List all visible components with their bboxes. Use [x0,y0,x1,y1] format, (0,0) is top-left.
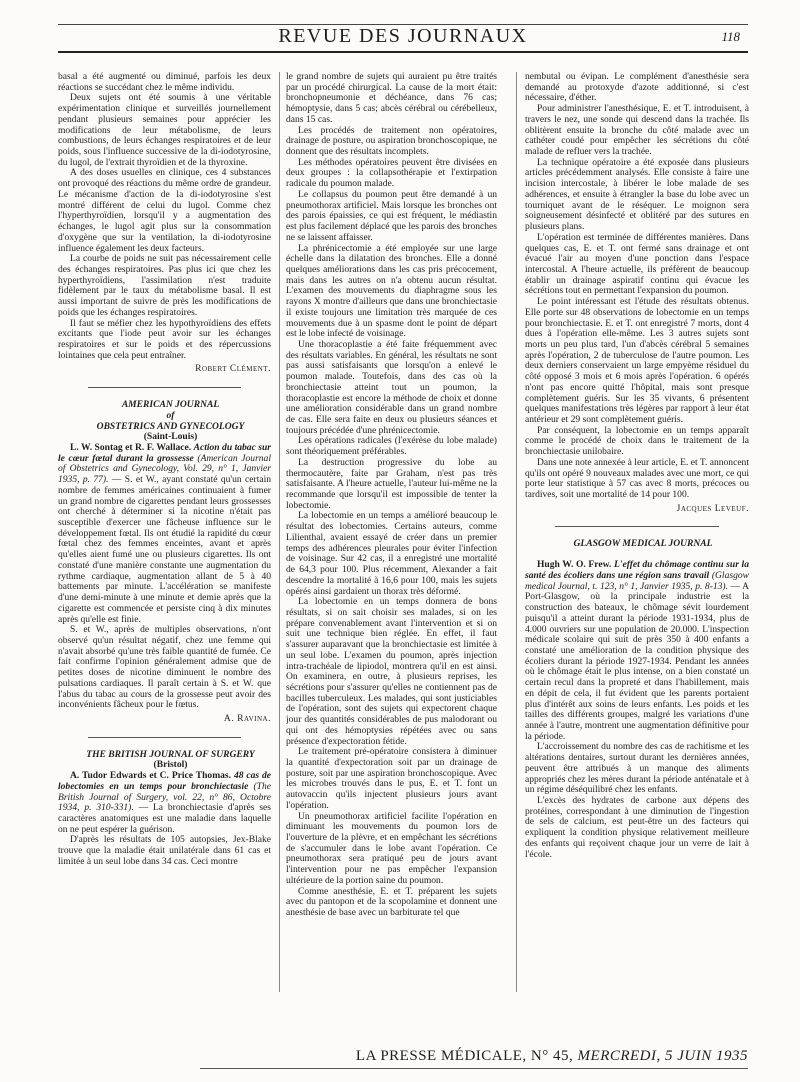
header-bottom-rule [58,51,748,53]
paragraph: Comme anesthésie, E. et T. préparent les sujets avec du pantopon et de la scopolamine et donnent une anesthésie de base avec un barbiturate tel que [286,885,497,919]
author-signature: Robert Clément. [195,363,271,375]
footer-rule [200,1068,748,1069]
page-footer [200,1048,748,1065]
author-signature: A. Ravina. [223,712,271,724]
article-title: Action du tabac sur le cœur fœtal durant la grossesse [58,442,271,464]
article-authors: A. Tudor Edwards et C. Price Thomas. [70,770,232,782]
section-title: AMERICAN JOURNAL [121,399,220,411]
article-reference: (American Journal of Obstetrics and Gynecology, Vol. 29, n° 1, Janvier 1935, p. 77). [58,452,271,486]
article-text: — S. et W., ayant constaté qu'un certain nombre de femmes américaines continuaient à fumer un grand nombre de cigarettes pendant leurs grossesses ont cherché à déterminer si la nicotine n'était pas susceptible d'exercer une fâcheuse influence sur le développement fœtal. Ils ont étudié la rapidité du cœur fœtal chez des femmes enceintes, avant et après qu'elles aient fumé une ou plusieurs cigarettes. Ils ont constaté d'une manière constante une augmentation du rythme cardiaque, augmentation allant de 5 à 40 battements par minute. L'accélération se manifeste d'une demi-minute à une minute et demie après que la cigarette est commencée et persiste cinq à dix minutes après qu'elle est finie. [58,474,271,625]
author-signature: Jacques Leveuf. [676,502,749,514]
left-column [58,72,271,1002]
paragraph: D'après les résultats de 105 autopsies, Jex-Blake trouve que la maladie était unilatérale dans 61 cas et limitée à un seul lobe dans 34 cas. Ceci montre [58,834,271,867]
article-text: — A Port-Glasgow, où la principale industrie est la construction des bateaux, le chômage sévit lourdement puisqu'il a atteint durant la période 1931-1934, plus de 4.000 ouvriers sur une population de 20.000. L'inspection médicale scolaire qui suit de près 350 à 400 enfants a constaté une amélioration de la condition physique des écoliers durant la période 1927-1934. Pendant les années où le chômage était le plus intense, on a bien constaté un certain recul dans la propreté et dans l'habillement, mais en dépit de cela, il fut évident que les parents portaient plus d'intérêt aux soins de leurs enfants. Les poids et les tailles des différents groupes, malgré les variations d'une année à l'autre, montrent une augmentation définitive pour la période. [525,580,749,742]
paragraph: Le collapsus du poumon peut être demandé à un pneumothorax artificiel. Mais lorsque les bronches ont des parois épaissies, ce qui est fréquent, le médiastin est plus facilement déplacé que les parois des bronches ne se laissent affaisser. [286,188,497,243]
paragraph: Les méthodes opératoires peuvent être divisées en deux groupes : la collapsothérapie et l'extirpation radicale du poumon malade. [286,156,497,190]
paragraph: le grand nombre de sujets qui auraient pu être traités par un procédé chirurgical. La cause de la mort était: bronchopneumonie et déchéance, dans 76 cas; hémoptysie, dans 5 cas; abcès cérébral ou cérébelleux, dans 15 cas. [286,72,497,125]
section-title: GLASGOW MEDICAL JOURNAL [573,538,713,550]
article-abstract [58,443,271,625]
right-column [525,72,749,1002]
footer-date: MERCREDI, 5 JUIN 1935 [577,1048,748,1064]
paragraph: L'accroissement du nombre des cas de rachitisme et les altérations dentaires, surtout durant les dernières années, peuvent être attribués à un manque des aliments appropriés chez les mères durant la période anténatale et à un régime déséquilibré chez les enfants. [525,741,749,796]
paragraph: L'excès des hydrates de carbone aux dépens des protéines, correspondant à une diminution de l'ingestion de sels de calcium, est peut-être un des facteurs qui expliquent la condition physique relativement meilleure des enfants qui reçoivent chaque jour un verre de lait à l'école. [525,795,749,860]
paragraph: La lobectomie en un temps donnera de bons résultats, si on sait choisir ses malades, si on les prépare convenablement avant l'intervention et si on suit une technique bien réglée. En effet, il faut s'assurer auparavant que la bronchiectasie est limitée à un seul lobe. L'examen du poumon, après injection intra-trachéale de lipiodol, montrera qu'il en est ainsi. On examinera, en outre, à plusieurs reprises, les sécrétions pour s'assurer qu'elles ne contiennent pas de bacilles tuberculeux. Les malades, qui sont justiciables de l'opération, sont des sujets qui expectorent chaque jour des quantités considérables de pus malodorant ou qui ont des hémoptysies répétées avec ou sans présence d'expectoration fétide. [286,596,497,747]
section-divider [88,737,241,738]
paragraph: Deux sujets ont été soumis à une véritable expérimentation clinique et surveillés journellement pendant plusieurs semaines pour apprécier les modifications de leur métabolisme, de leurs combustions, de leurs échanges respiratoires et de leur poids, sous l'influence successive de la di-iodotyrosine, du lugol, de l'extrait thyroïdien et de la thyroxine. [58,92,271,168]
article-reference: (The British Journal of Surgery, vol. 22, n° 86, Octobre 1934, p. 310-331). [58,780,271,814]
article-text: — La bronchiectasie d'après ses caractères anatomiques est une maladie dans laquelle on ne peut espérer la guérison. [58,802,271,835]
paragraph: La courbe de poids ne suit pas nécessairement celle des échanges respiratoires. Pas plus ici que chez les hyperthyroïdiens, l'assimilation n'est traduite fidèlement par le taux du métabolisme basal. Il est aussi important de suivre de près les modifications de poids que les échanges respiratoires. [58,253,271,318]
paragraph: basal a été augmenté ou diminué, parfois les deux réactions se succédant chez le même individu. [58,72,271,93]
section-title-name: OBSTETRICS AND GYNECOLOGY [96,420,245,432]
paragraph: Une thoracoplastie a été faite fréquemment avec des résultats variables. En général, les résultats ne sont pas aussi satisfaisants que lorsqu'on a enlevé le poumon malade. Toutefois, dans des cas où la bronchiectasie atteint tout un poumon, la thoracoplastie est encore la méthode de choix et donne une amélioration considérable dans un grand nombre de cas. Elle sera faite en deux ou plusieurs séances et toujours précédée d'une phrénicectomie. [286,338,497,436]
article-reference: (Glasgow medical Journal, t. 123, n° 1, Janvier 1935, p. 8-13). [525,569,749,592]
article-title: 48 cas de lobectomies en un temps pour bronchiectasie [58,770,271,792]
paragraph: Les opérations radicales (l'exérèse du lobe malade) sont théoriquement préférables. [286,435,497,458]
paragraph: La phrénicectomie a été employée sur une large échelle dans la dilatation des bronches. Elle a donné quelques améliorations dans les cas pris précocement, mais dans les autres on n'a obtenu aucun résultat. L'examen des mouvements du diaphragme sous les rayons X montre d'ailleurs que dans une bronchiectasie il existe toujours une limitation très marquée de ces mouvements due à un spasme dont le point de départ est le lobe infecté de voisinage. [286,242,497,340]
page-number: 118 [721,29,740,44]
paragraph: Pour administrer l'anesthésique, E. et T. introduisent, à travers le nez, une sonde qui descend dans la trachée. Ils oblitèrent ensuite la bronche du côté malade avec un cathéter coudé pour empêcher les sécrétions du côté malade de refluer vers la trachée. [525,103,749,158]
section-title-of: of [166,409,175,421]
section-divider [88,387,241,388]
paragraph: Par conséquent, la lobectomie en un temps apparaît comme le procédé de choix dans le traitement de la bronchiectasie unilobaire. [525,424,749,458]
journal-title: REVUE DES JOURNAUX [278,25,528,47]
paragraph: Il faut se méfier chez les hypothyroïdiens des effets excitants que l'iode peut avoir sur les échanges respiratoires et sur le poids et des répercussions lointaines que cela peut entraîner. [58,317,271,361]
paragraph: Un pneumothorax artificiel facilite l'opération en diminuant les mouvements du poumon lors de l'ouverture de la plèvre, et en empêchant les sécrétions de s'accumuler dans le lobe avant l'opération. Ce pneumothorax sera pratiqué peu de jours avant l'intervention pour ne pas empêcher l'expansion ultérieure de la portion saine du poumon. [286,810,497,886]
article-authors: L. W. Sontag et R. F. Wallace. [70,442,192,453]
section-divider [555,526,719,527]
column-divider [516,72,517,992]
footer-publication: LA PRESSE MÉDICALE, N° 45, [355,1048,574,1064]
article-authors: Hugh W. O. Frew. [537,559,612,571]
article-abstract [58,771,271,835]
column-divider [279,72,280,992]
section-city: (Bristol) [153,759,188,771]
paragraph: Le point intéressant est l'étude des résultats obtenus. Elle porte sur 48 observations de lobectomie en un temps pour bronchiectasie. E. et T. ont enregistré 7 morts, dont 4 dues à l'opération elle-même. Les 3 autres sujets sont morts un peu plus tard, l'un d'abcès cérébral 5 semaines après l'opération, 2 de tuberculose de l'autre poumon. Les deux derniers conservaient un large empyème résiduel du côté opposé 3 mois et 6 mois après l'opération. 6 opérés n'ont pas encore quitté l'hôpital, mais sont presque complètement guéris. Sur les 35 vivants, 6 présentent quelques manifestations très légères par rapport à leur état antérieur et 29 sont complètement guéris. [525,296,749,425]
article-title: L'effet du chômage continu sur la santé des écoliers dans une région sans travail [525,559,749,581]
paragraph: Le traitement pré-opératoire consistera à diminuer la quantité d'expectoration soit par un drainage de posture, soit par une aspiration bronchoscopique. Avec les microbes trouvés dans le pus, E. et T. font un autovaccin qu'ils injectent plusieurs jours avant l'opération. [286,746,497,811]
paragraph: La technique opératoire a été exposée dans plusieurs articles précédemment analysés. Elle consiste à faire une incision intercostale, à libérer le lobe malade de ses adhérences, et ensuite à étrangler la base du lobe avec un tourniquet avant de le réséquer. Le moignon sera soigneusement désinfecté et oblitéré par des sutures en plusieurs plans. [525,156,749,233]
paragraph: nembutal ou évipan. Le complément d'anesthésie sera demandé au protoxyde d'azote additionné, si c'est nécessaire, d'éther. [525,72,749,104]
section-city: (Saint-Louis) [143,431,198,443]
paragraph: S. et W., après de multiples observations, n'ont observé qu'un résultat négatif, chez une femme qui n'avait absorbé qu'une très faible quantité de fumée. Ce fait confirme l'opinion généralement admise que de petites doses de nicotine diminuent le nombre des pulsations cardiaques. Il paraît certain à S. et W. que l'abus du tabac au cours de la grossesse peut avoir des inconvénients fâcheux pour le fœtus. [58,624,271,711]
section-title: THE BRITISH JOURNAL OF SURGERY [86,748,255,760]
article-abstract [525,560,749,742]
paragraph: L'opération est terminée de différentes manières. Dans quelques cas, E. et T. ont fermé sans drainage et ont évacué l'air au moyen d'une ponction dans l'espace intercostal. A l'heure actuelle, ils préfèrent de beaucoup établir un drainage aspiratif continu qui évacue les sécrétions tout en permettant l'expansion du poumon. [525,231,749,297]
paragraph: La destruction progressive du lobe au thermocautère, faite par Graham, n'est pas très satisfaisante. A l'heure actuelle, l'auteur lui-même ne la recommande que lorsqu'il est impossible de tenter la lobectomie. [286,456,497,511]
paragraph: La lobectomie en un temps a amélioré beaucoup le résultat des lobectomies. Certains auteurs, comme Lilienthal, avaient essayé de créer dans un premier temps des adhérences pleurales pour éviter l'infection de voisinage. Sur 42 cas, il a enregistré une mortalité de 64,3 pour 100. Plus récemment, Alexander a fait descendre la mortalité à 16,6 pour 100, mais les sujets opérés ainsi gardaient un thorax très déformé. [286,510,497,597]
page-header [58,22,748,54]
paragraph: Dans une note annexée à leur article, E. et T. annoncent qu'ils ont opéré 9 nouveaux malades avec une mort, ce qui porte leur statistique à 57 cas avec 8 morts, précoces ou tardives, soit une mortalité de 14 pour 100. [525,456,749,501]
middle-column [286,72,497,1002]
paragraph: Les procédés de traitement non opératoires, drainage de posture, ou aspiration bronchoscopique, ne donnent que des résultats incomplets. [286,124,497,158]
paragraph: A des doses usuelles en clinique, ces 4 substances ont provoqué des réactions du même ordre de grandeur. Le mécanisme d'action de la di-iodotyrosine s'est montré différent de celui du lugol. Comme chez l'hyperthyroïdien, lorsqu'il y a augmentation des échanges, le lugol agit plus sur la consommation d'oxygène que sur la ventilation, la di-iodotyrosine influence également les deux facteurs. [58,167,271,254]
